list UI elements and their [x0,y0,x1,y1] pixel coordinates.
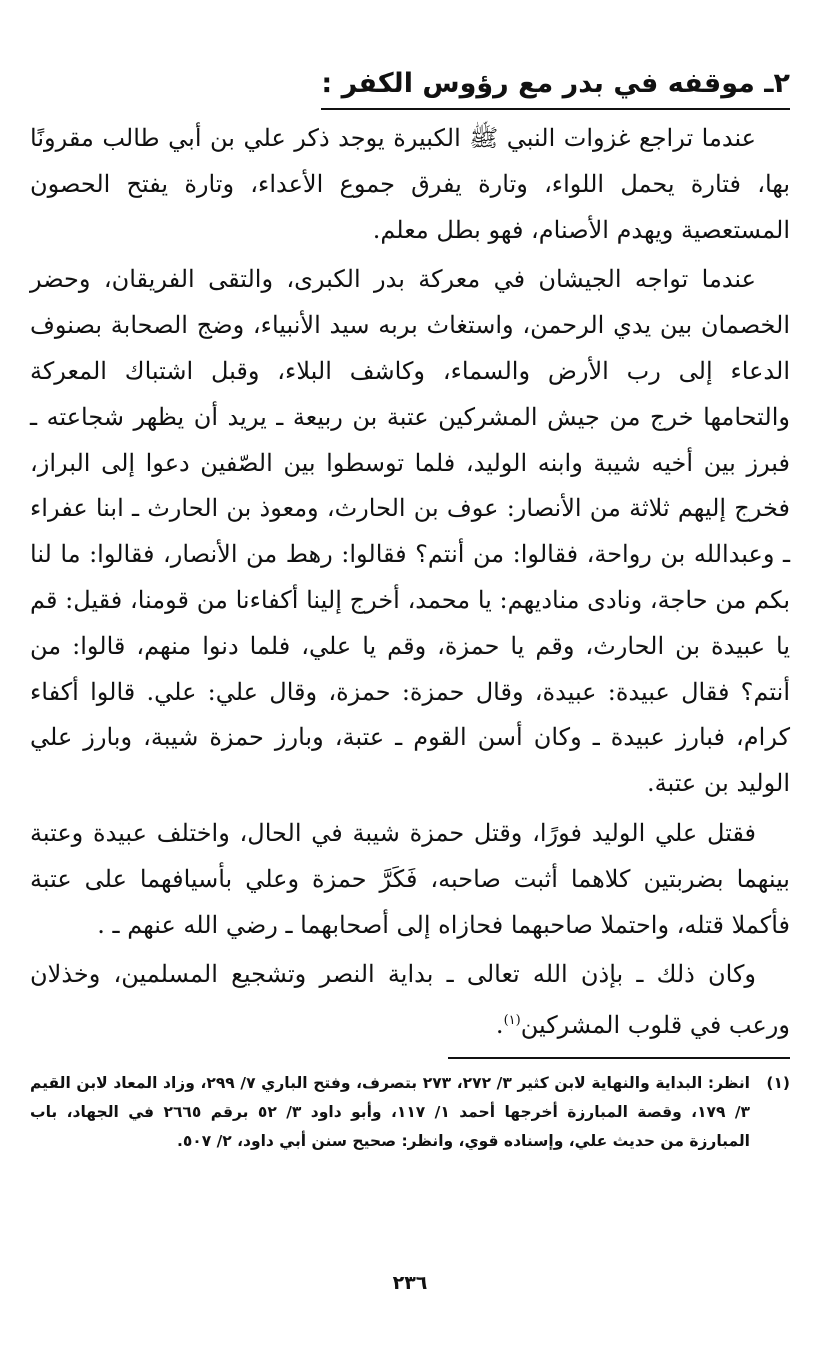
page-body [30,62,790,1156]
footnote-divider [448,1057,790,1059]
page-number: ٢٣٦ [392,1272,428,1294]
paragraph-conclusion [30,952,790,1049]
section-heading: ٢ـ موقفه في بدر مع رؤوس الكفر : [321,62,790,110]
footnote-reference[interactable]: (١) [503,1013,521,1029]
footnote-text: انظر: البداية والنهاية لابن كثير ٣/ ٢٧٢، ٢٧٣ بتصرف، وفتح الباري ٧/ ٢٩٩، وزاد المعاد لابن القيم ٣/ ١٧٩، وقصة المبارزة أخرجها أحمد ١/ ١١٧، وأبو داود ٣/ ٥٢ برقم ٢٦٦٥ في الجهاد، باب المبارزة من حديث علي، وإسناده قوي، وانظر: صحيح سنن أبي داود، ٢/ ٥٠٧. [30,1073,750,1150]
paragraph-conclusion-end: . [495,1011,504,1040]
footnote [30,1069,790,1156]
footnote-number: (١) [766,1073,790,1092]
paragraph-badr-duel: عندما تواجه الجيشان في معركة بدر الكبرى، والتقى الفريقان، وحضر الخصمان بين يدي الرحمن، واستغاث بربه سيد الأنبياء، وضج الصحابة بصنوف الدعاء إلى رب الأرض والسماء، وكاشف البلاء، وقبل اشتباك المعركة والتحامها خرج من جيش المشركين عتبة بن ربيعة ـ يريد أن يظهر شجاعته ـ فبرز بين أخيه شيبة وابنه الوليد، فلما توسطوا بين الصّفين دعوا إلى البراز، فخرج إليهم ثلاثة من الأنصار: عوف بن الحارث، ومعوذ بن الحارث ـ ابنا عفراء ـ وعبدالله بن رواحة، فقالوا: من أنتم؟ فقالوا: رهط من الأنصار، فقالوا: ما لنا بكم من حاجة، ونادى مناديهم: يا محمد، أخرج إلينا أكفاءنا من قومنا، فقيل: قم يا عبيدة بن الحارث، وقم يا حمزة، وقم يا علي، فلما دنوا منهم، قالوا: من أنتم؟ فقال عبيدة: عبيدة، وقال حمزة: حمزة، وقال علي: علي. قالوا أكفاء كرام، فبارز عبيدة ـ وكان أسن القوم ـ عتبة، وبارز حمزة شيبة، وبارز علي الوليد بن عتبة. [30,265,790,798]
paragraph-intro: عندما تراجع غزوات النبي ﷺ الكبيرة يوجد ذكر علي بن أبي طالب مقرونًا بها، فتارة يحمل اللواء، وتارة يفرق جموع الأعداء، وتارة يفتح الحصون المستعصية ويهدم الأصنام، فهو بطل معلم. [30,124,790,244]
paragraph-conclusion-text: وكان ذلك ـ بإذن الله تعالى ـ بداية النصر وتشجيع المسلمين، وخذلان ورعب في قلوب المشركين [30,960,790,1040]
paragraph-outcome: فقتل علي الوليد فورًا، وقتل حمزة شيبة في الحال، واختلف عبيدة وعتبة بينهما بضربتين كلاهما أثبت صاحبه، فَكَرَّ حمزة وعلي بأسيافهما على عتبة فأكملا قتله، واحتملا صاحبهما فحازاه إلى أصحابهما ـ رضي الله عنهم ـ . [30,818,790,939]
